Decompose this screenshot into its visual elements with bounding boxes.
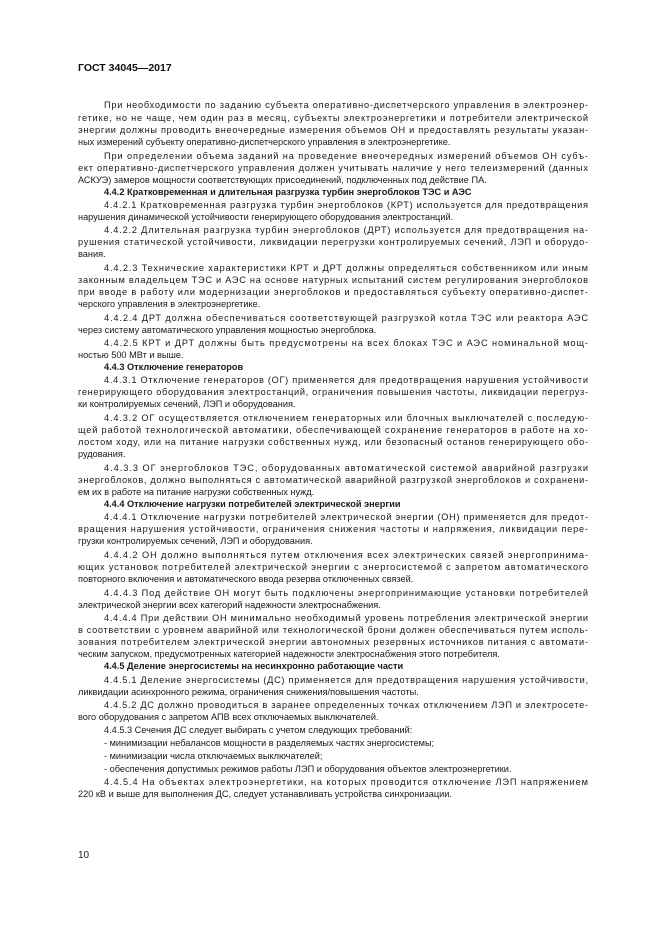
text-line: 4.4.2.1 Кратковременная разгрузка турбин энергоблоков (КРТ) используется для предотвращения (104, 200, 588, 210)
text-line: при вводе в работу или модернизации энергоблоков и предоставляться субъекту оперативно-диспет- (78, 287, 588, 297)
text-line: 4.4.4.2 ОН должно выполняться путем отключения всех электрических связей энергопринима- (104, 550, 589, 560)
section-heading: 4.4.4 Отключение нагрузки потребителей электрической энергии (104, 499, 401, 509)
text-line: 4.4.2.4 ДРТ должна обеспечиваться соответствующей разгрузкой котла ТЭС или реактора АЭС (104, 313, 588, 323)
text-line: 4.4.5.3 Сечения ДС следует выбирать с учетом следующих требований: (104, 725, 413, 735)
text-line: При определении объема заданий на проведение внеочередных измерений объемов ОН субъ- (104, 151, 588, 161)
text-line: ностью 500 МВт и выше. (78, 350, 184, 360)
text-line: вого оборудования с запретом АПВ всех отключаемых выключателей. (78, 712, 379, 722)
text-line: вания. (78, 249, 106, 259)
text-line: При необходимости по заданию субъекта оперативно-диспетчерского управления в электроэнер- (104, 100, 588, 110)
text-line: энергии должны проводить внеочередные измерения объемов ОН и предоставлять результаты указан- (78, 125, 589, 135)
text-line: - минимизации небалансов мощности в разделяемых частях энергосистемы; (104, 738, 435, 748)
text-line: ческим запуском, предусмотренных категорией надежности электроснабжения этого потребителя. (78, 649, 500, 659)
text-line: ки контролируемых сечений, ЛЭП и оборудования. (78, 399, 296, 409)
text-line: 4.4.5.2 ДС должно проводиться в заранее определенных точках отключением ЛЭП и электросете- (104, 700, 589, 710)
text-line: 4.4.3.2 ОГ осуществляется отключением генераторных или блочных выключателей с последую- (104, 413, 588, 423)
text-line: ект оперативно-диспетчерского управления должен учитывать наличие у него телеизмерений (данных (78, 163, 588, 173)
text-line: 4.4.3.1 Отключение генераторов (ОГ) применяется для предотвращения нарушения устойчивости (104, 375, 588, 385)
text-line: 4.4.3.3 ОГ энергоблоков ТЭС, оборудованных автоматической системой аварийной разгрузки (104, 463, 588, 473)
text-line: 4.4.2.5 КРТ и ДРТ должны быть предусмотрены на всех блоках ТЭС и АЭС номинальной мощ- (104, 338, 588, 348)
text-line: ных измерений субъекту оперативно-диспетчерского управления в электроэнергетике. (78, 137, 451, 147)
text-line: АСКУЭ) замеров мощности соответствующих присоединений, подключенных под действие ПА. (78, 175, 487, 185)
text-line: через систему автоматического управления мощностью энергоблока. (78, 325, 377, 335)
text-line: 4.4.4.1 Отключение нагрузки потребителей электрической энергии (ОН) применяется для предот- (104, 512, 588, 522)
text-line: 4.4.4.3 Под действие ОН могут быть подключены энергопринимающие установки потребителей (104, 588, 588, 598)
text-line: ющих установок потребителей электрической энергии с энергосистемой с запретом автоматического (78, 562, 588, 572)
text-line: 220 кВ и выше для выполнения ДС, следует устанавливать устройства синхронизации. (78, 789, 452, 799)
text-line: - обеспечения допустимых режимов работы ЛЭП и оборудования объектов электроэнергетики. (104, 764, 512, 774)
text-line: 4.4.5.4 На объектах электроэнергетики, на которых проводится отключение ЛЭП напряжением (104, 777, 588, 787)
page-number: 10 (78, 850, 90, 861)
text-line: ликвидации асинхронного режима, ограничения снижения/повышения частоты. (78, 687, 419, 697)
text-line: гетике, но не чаще, чем один раз в месяц, субъекты электроэнергетики и потребители электрической (78, 113, 588, 123)
text-line: ем их в работе на питание нагрузки собственных нужд. (78, 487, 315, 497)
text-line: законным владельцем ТЭС и АЭС на основе натурных испытаний систем регулирования энергоблоков (78, 275, 588, 285)
text-line: электрической энергии всех категорий надежности электроснабжения. (78, 600, 381, 610)
text-line: генерирующего оборудования электростанций, ограничения повышения частоты, ликвидации перегруз- (78, 387, 588, 397)
text-line: повторного включения и автоматического ввода резерва отключенных связей. (78, 574, 414, 584)
text-line: грузки контролируемых сечений, ЛЭП и оборудования. (78, 536, 313, 546)
text-line: 4.4.4.4 При действии ОН минимально необходимый уровень потребления электрической энергии (104, 613, 588, 623)
text-line: 4.4.5.1 Деление энергосистемы (ДС) применяется для предотвращения нарушения устойчивости, (104, 675, 589, 685)
text-line: энергоблоков, должно выполняться с автоматической аварийной разгрузкой энергоблоков и сохранени- (78, 475, 588, 485)
text-line: 4.4.2.2 Длительная разгрузка турбин энергоблоков (ДРТ) используется для предотвращения на- (104, 225, 588, 235)
text-line: 4.4.2.3 Технические характеристики КРТ и ДРТ должны определяться собственником или иным (104, 263, 588, 273)
section-heading: 4.4.3 Отключение генераторов (104, 362, 244, 372)
text-line: рудования. (78, 449, 126, 459)
text-line: нарушения динамической устойчивости генерирующего оборудования электростанций. (78, 212, 454, 222)
text-line: вращения нарушения устойчивости, ограничения снижения частоты и напряжения, ликвидации пере- (78, 524, 588, 534)
text-line: щей работой технологической автоматики, обеспечивающей сохранение генераторов в работе на хо- (78, 425, 588, 435)
text-line: лостом ходу, или на питание нагрузки собственных нужд, или безопасный останов генерирующего обо- (78, 437, 588, 447)
text-line: зования потребителем электрической энергии автономных резервных источников питания с автомати- (78, 637, 588, 647)
text-line: черского управления в электроэнергетике. (78, 299, 261, 309)
text-line: в соответствии с уровнем аварийной или технологической брони должен обеспечиваться путем исполь- (78, 625, 588, 635)
text-line: рушения статической устойчивости, ликвидации перегрузки контролируемых сечений, ЛЭП и оборудо- (78, 237, 588, 247)
text-line: - минимизации числа отключаемых выключателей; (104, 751, 323, 761)
document-header: ГОСТ 34045—2017 (78, 62, 172, 74)
section-heading: 4.4.5 Деление энергосистемы на несинхронно работающие части (104, 661, 404, 671)
section-heading: 4.4.2 Кратковременная и длительная разгрузка турбин энергоблоков ТЭС и АЭС (104, 187, 472, 197)
